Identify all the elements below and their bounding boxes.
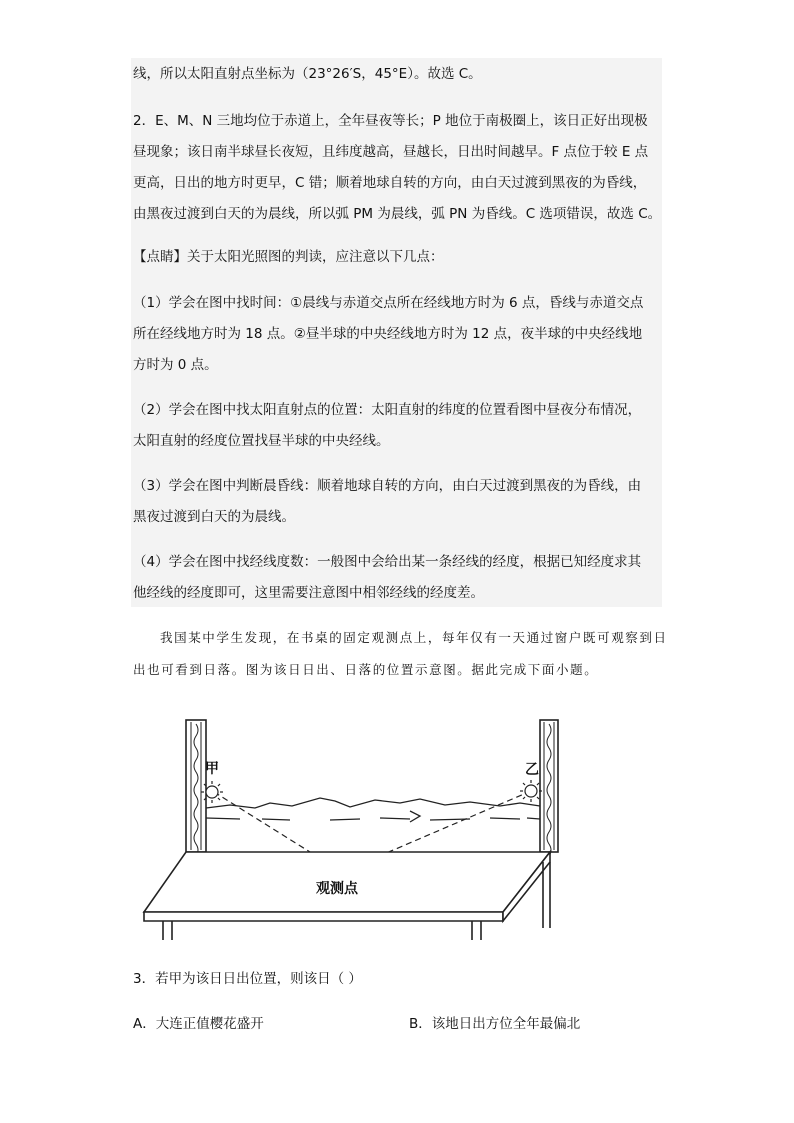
option-b: B．该地日出方位全年最偏北 <box>409 1016 581 1032</box>
horizon-landscape <box>206 798 540 822</box>
label-jia: 甲 <box>205 761 219 777</box>
tip4-line-1: （4）学会在图中找经线度数：一般图中会给出某一条经线的经度，根据已知经度求其 <box>133 554 642 570</box>
label-yi: 乙 <box>525 762 539 778</box>
right-window-frame <box>540 720 558 856</box>
analysis-line: 线，所以太阳直射点坐标为（23°26′S，45°E）。故选 C。 <box>133 66 482 82</box>
q2-line-4: 由黑夜过渡到白天的为晨线，所以弧 PM 为晨线，弧 PN 为昏线。C 选项错误，故选 C。 <box>133 206 662 222</box>
tip2-line-2: 太阳直射的经度位置找昼半球的中央经线。 <box>133 433 390 449</box>
intro-line-2: 出也可看到日落。图为该日日出、日落的位置示意图。据此完成下面小题。 <box>133 662 599 677</box>
label-observation-point: 观测点 <box>316 881 358 897</box>
intro-line-1: 我国某中学生发现，在书桌的固定观测点上，每年仅有一天通过窗户既可观察到日 <box>160 630 668 645</box>
tip1-line-1: （1）学会在图中找时间：①晨线与赤道交点所在经线地方时为 6 点，昏线与赤道交点 <box>133 295 644 311</box>
tip3-line-2: 黑夜过渡到白天的为晨线。 <box>133 509 295 525</box>
tip3-line-1: （3）学会在图中判断晨昏线：顺着地球自转的方向，由白天过渡到黑夜的为昏线，由 <box>133 478 642 494</box>
q2-line-3: 更高，日出的地方时更早，C 错；顺着地球自转的方向，由白天过渡到黑夜的为昏线， <box>133 175 647 191</box>
q2-line-2: 昼现象；该日南半球昼长夜短，且纬度越高，昼越长，日出时间越早。F 点位于较 E 点 <box>133 144 649 160</box>
tip-title: 【点睛】关于太阳光照图的判读，应注意以下几点： <box>133 249 444 265</box>
question-stem: 3．若甲为该日日出位置，则该日（ ） <box>133 971 362 987</box>
tip1-line-2: 所在经线地方时为 18 点。②昼半球的中央经线地方时为 12 点，夜半球的中央经线地 <box>133 326 643 342</box>
q2-line-1: 2．E、M、N 三地均位于赤道上，全年昼夜等长；P 地位于南极圈上，该日正好出现极 <box>133 113 648 129</box>
sun-yi-icon <box>520 780 542 802</box>
tip1-line-3: 方时为 0 点。 <box>133 357 218 373</box>
sun-jia-icon <box>201 781 223 803</box>
option-a: A．大连正值樱花盛开 <box>133 1016 264 1032</box>
tip2-line-1: （2）学会在图中找太阳直射点的位置：太阳直射的纬度的位置看图中昼夜分布情况， <box>133 402 642 418</box>
left-window-frame <box>186 720 206 856</box>
tip4-line-2: 他经线的经度即可，这里需要注意图中相邻经线的经度差。 <box>133 585 484 601</box>
